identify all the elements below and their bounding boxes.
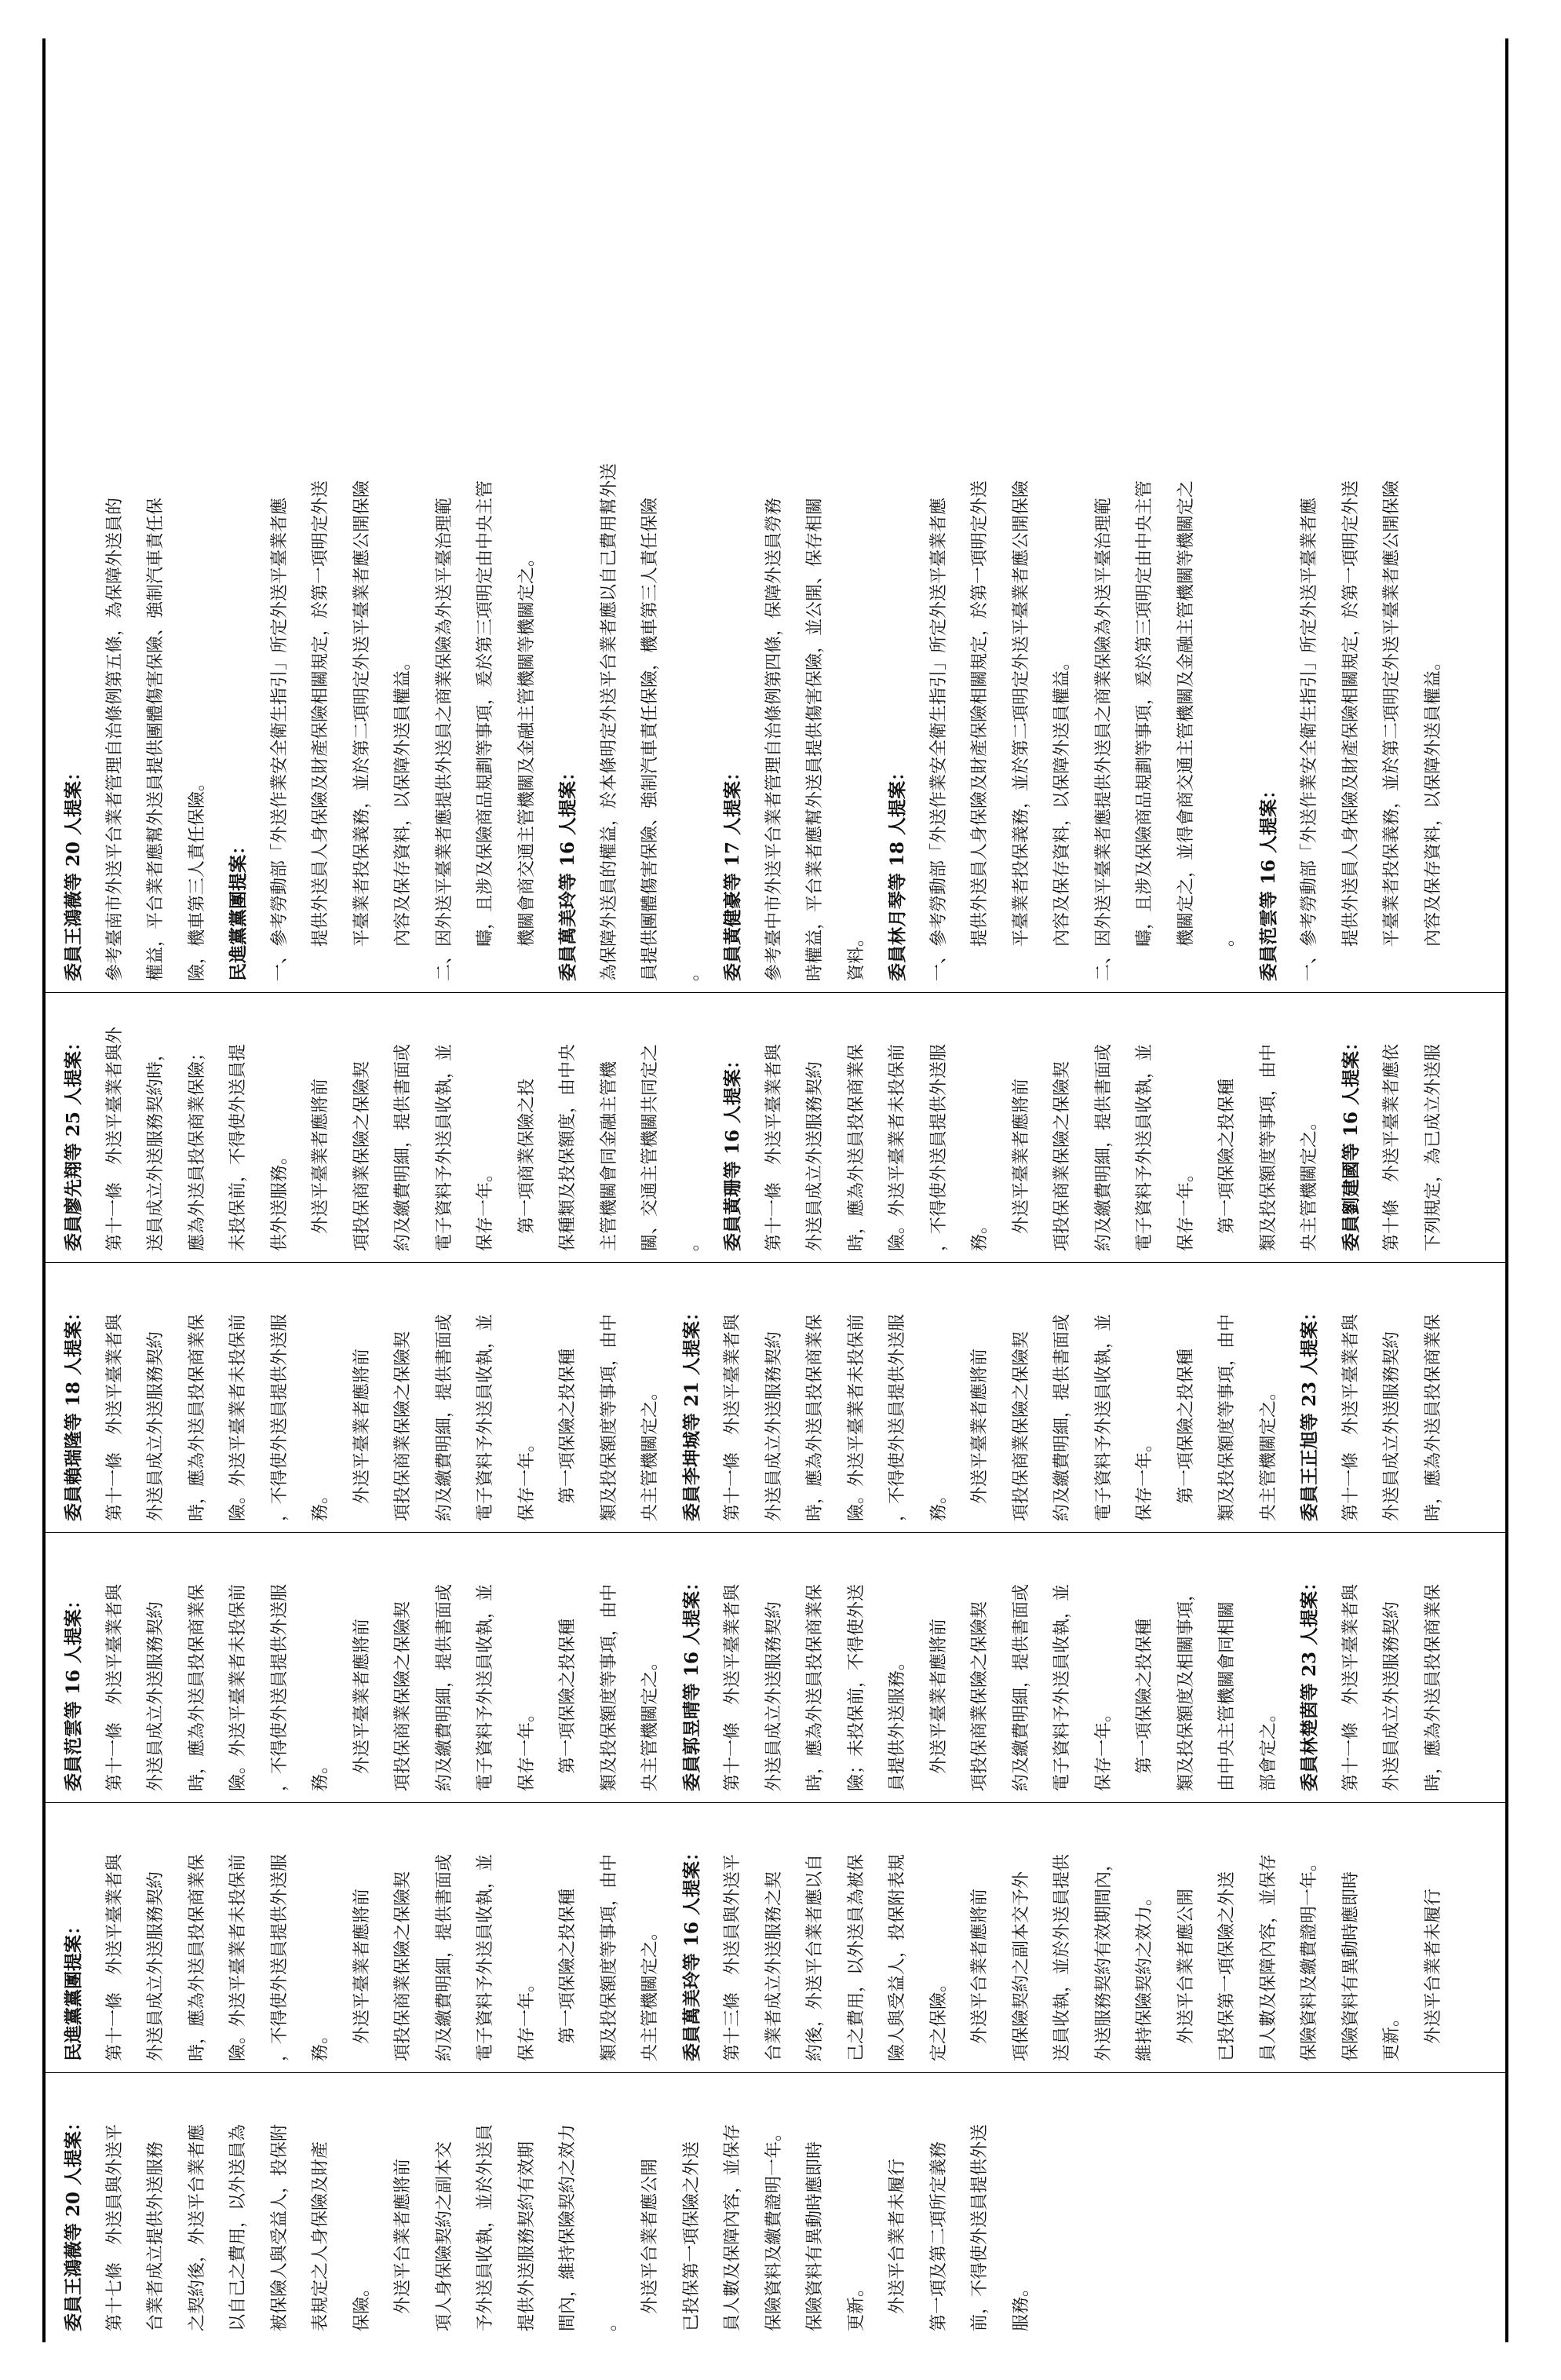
text-line: 約及繳費明細，提供書面或 [1011, 1583, 1031, 1791]
text-line: 參考臺南市外送平台業者管理自治條例第五條，為保障外送員的 [104, 497, 125, 981]
text-line: 項投保商業保險之保險契 [970, 1601, 990, 1791]
text-line: 更新。 [1382, 2009, 1402, 2061]
text-line: 外送服務契約有效期間內， [1093, 1853, 1114, 2061]
proposal-comparison-table [42, 38, 1508, 2342]
text-line: 務。 [970, 1216, 990, 1251]
text-line: 間內，維持保險契約之效力 [558, 2123, 578, 2331]
text-line: 保存一年。 [476, 1164, 495, 1251]
text-line: 。 [1217, 929, 1237, 981]
text-line: 。 [681, 963, 702, 981]
text-line: 外送員成立外送服務契約 [146, 1601, 166, 1791]
column-3 [46, 1532, 1505, 1802]
text-line: ，不得使外送員提供外送服 [269, 1583, 290, 1791]
text-line: 電子資料予外送員收執，並 [476, 1853, 495, 2061]
text-line: 時，應為外送員投保商業保 [187, 1583, 207, 1791]
text-line: 第十三條 外送員與外送平 [723, 1853, 742, 2061]
text-line: 內容及保存資料，以保障外送員權益。 [1423, 652, 1443, 981]
text-line: 保險資料及繳費證明一年。 [1300, 1853, 1319, 2061]
text-line: 第十一條 外送平臺業者與 [1340, 1313, 1361, 1521]
text-line: 委員賴瑞隆等 18 人提案： [63, 1302, 84, 1521]
text-line: 員人數及保障內容，並保存 [1258, 1853, 1278, 2061]
text-line: 時，應為外送員投保商業保 [805, 1313, 825, 1521]
text-line: 類及投保額度等事項，由中 [1217, 1313, 1237, 1521]
text-line: 外送平台業者未履行 [1423, 1888, 1443, 2061]
text-line: 外送員成立外送服務契約 [146, 1331, 166, 1521]
text-line: 電子資料予外送員收執，並 [1135, 1043, 1154, 1251]
text-line: 機關會商交通主管機關及金融主管機關等機關定之。 [516, 549, 537, 981]
text-line: 保存一年。 [516, 1704, 537, 1791]
text-line: 類及投保額度等事項，由中 [599, 1853, 619, 2061]
text-line: 己之費用，以外送員為被保 [846, 1853, 866, 2061]
text-line: 央主管機關定之。 [640, 1382, 660, 1521]
text-line: 。 [599, 2313, 619, 2331]
text-line: 險。外送平臺業者未投保前 [888, 1043, 907, 1251]
text-line: 前，不得使外送員提供外送 [970, 2123, 990, 2331]
text-line: 部會定之。 [1258, 1704, 1278, 1791]
text-line: 委員范雲等 16 人提案： [1257, 780, 1279, 981]
text-line: 時，應為外送員投保商業保 [187, 1313, 207, 1521]
text-line: 央主管機關定之。 [640, 1922, 660, 2061]
text-line: 提供外送員人身保險及財產保險相關規定，於第一項明定外送 [1340, 480, 1361, 981]
text-line: 表規定之人身保險及財產 [311, 2141, 330, 2331]
text-line: 更新。 [846, 2279, 866, 2331]
text-line: 未投保前，不得使外送員提 [228, 1043, 248, 1251]
text-line: 電子資料予外送員收執，並 [1052, 1583, 1072, 1791]
text-line: 約後，外送平台業者應以自 [805, 1853, 825, 2061]
text-line: 險人與受益人，投保附表規 [888, 1853, 907, 2061]
text-line: 類及投保額度等事項，由中 [599, 1313, 619, 1521]
text-line: 第一項保險之投保種 [1176, 1348, 1196, 1521]
text-line: 疇，且涉及保險商品規劃等事項，爰於第三項明定由中央主管 [476, 480, 495, 981]
text-line: 委員廖先翔等 25 人提案： [63, 1032, 84, 1251]
text-line: 外送平台業者應將前 [970, 1888, 990, 2061]
text-line: 外送員成立外送服務契約 [1382, 1601, 1402, 1791]
text-line: 二、因外送平臺業者應提供外送員之商業保險為外送平臺治理範 [434, 497, 454, 981]
text-line: 予外送員收執，並於外送員 [476, 2123, 495, 2331]
text-line: 第十一條 外送平臺業者與外 [104, 1026, 125, 1251]
text-line: 一、參考勞動部「外送作業安全衛生指引」所定外送平臺業者應 [1300, 497, 1319, 981]
text-line: 央主管機關定之。 [640, 1652, 660, 1791]
text-line: 委員范雲等 16 人提案： [63, 1590, 84, 1791]
text-line: 外送平台業者應公開 [1176, 1888, 1196, 2061]
text-line: 保險資料及繳費證明一年。 [764, 2123, 784, 2331]
text-line: 平臺業者投保義務，並於第二項明定外送平臺業者應公開保險 [1382, 480, 1402, 981]
text-line: 時，應為外送員投保商業保 [1423, 1583, 1443, 1791]
text-line: ，不得使外送員提供外送服 [928, 1043, 949, 1251]
text-line: 項投保商業保險之保險契 [393, 1331, 413, 1521]
text-line: 委員萬美玲等 16 人提案： [680, 1842, 702, 2061]
text-line: 約及繳費明細，提供書面或 [1052, 1313, 1072, 1521]
text-line: 服務。 [1011, 2279, 1031, 2331]
text-line: 委員林月琴等 18 人提案： [887, 762, 908, 981]
text-line: 第十一條 外送平臺業者與 [723, 1313, 742, 1521]
text-line: 類及投保額度等事項，由中 [1258, 1043, 1278, 1251]
text-line: 供外送服務。 [269, 1147, 290, 1251]
text-line: 主管機關會同金融主管機 [599, 1060, 619, 1251]
text-line: 第十一條 外送平臺業者與 [104, 1583, 125, 1791]
text-line: ，不得使外送員提供外送服 [269, 1313, 290, 1521]
column-4 [46, 1262, 1505, 1532]
text-line: 項投保商業保險之保險契 [352, 1060, 372, 1251]
text-line: 外送員成立外送服務契約 [146, 1871, 166, 2061]
text-line: 第一項保險之投保種 [558, 1618, 578, 1791]
text-line: 委員王鴻薇等 20 人提案： [63, 2112, 84, 2331]
text-line: 第一項保險之投保種 [1217, 1078, 1237, 1251]
column-1 [46, 2072, 1505, 2342]
text-line: 險，機車第三人責任保險。 [187, 773, 207, 981]
text-line: 項投保商業保險之保險契 [1052, 1060, 1072, 1251]
text-line: 電子資料予外送員收執，並 [476, 1583, 495, 1791]
text-line: 類及投保額度及相關事項， [1176, 1583, 1196, 1791]
text-line: 為保障外送員的權益，於本條明定外送平台業者應以自己費用幫外送 [599, 462, 619, 981]
text-line: 委員郭昱晴等 16 人提案： [680, 1572, 702, 1791]
text-line: 提供外送服務契約有效期 [516, 2141, 537, 2331]
text-line: 之契約後，外送平台業者應 [187, 2123, 207, 2331]
text-line: 委員王正旭等 23 人提案： [1299, 1302, 1320, 1521]
column-5 [46, 992, 1505, 1262]
text-line: 約及繳費明細，提供書面或 [434, 1853, 454, 2061]
text-line: 內容及保存資料，以保障外送員權益。 [1052, 652, 1072, 981]
text-line: 委員黃珊等 16 人提案： [722, 1050, 743, 1251]
text-line: 保險資料有異動時應即時 [805, 2141, 825, 2331]
text-line: 第十七條 外送員與外送平 [104, 2123, 125, 2331]
text-line: 類及投保額度等事項，由中 [599, 1583, 619, 1791]
column-2 [46, 1802, 1505, 2072]
text-line: 外送平臺業者應將前 [311, 1078, 330, 1251]
text-line: 險。外送平臺業者未投保前 [228, 1853, 248, 2061]
text-line: 時，應為外送員投保商業保 [187, 1853, 207, 2061]
text-line: 外送平臺業者應將前 [928, 1618, 949, 1791]
text-line: 時，應為外送員投保商業保 [805, 1583, 825, 1791]
text-line: 已投保第一項保險之外送 [681, 2141, 702, 2331]
text-line: 第一項商業保險之投 [516, 1078, 537, 1251]
text-line: 保險資料有異動時應即時 [1340, 1871, 1361, 2061]
text-line: 委員王鴻薇等 20 人提案： [63, 762, 84, 981]
text-line: 保存一年。 [1093, 1704, 1114, 1791]
text-line: 送員成立外送服務契約時， [146, 1043, 166, 1251]
text-line: 電子資料予外送員收執，並 [476, 1313, 495, 1521]
text-line: 民進黨黨團提案： [228, 837, 249, 981]
text-line: 已投保第一項保險之外送 [1217, 1871, 1237, 2061]
text-line: 外送平臺業者應將前 [1011, 1078, 1031, 1251]
text-line: 央主管機關定之。 [1258, 1382, 1278, 1521]
text-line: 外送員成立外送服務契約 [1382, 1331, 1402, 1521]
text-line: 外送員成立外送服務契約 [764, 1331, 784, 1521]
text-line: 第十條 外送平臺業者應依 [1382, 1043, 1402, 1251]
text-line: 約及繳費明細，提供書面或 [393, 1043, 413, 1251]
text-line: 第十一條 外送平臺業者與 [723, 1583, 742, 1791]
text-line: 提供外送員人身保險及財產保險相關規定，於第一項明定外送 [311, 480, 330, 981]
text-line: 第十一條 外送平臺業者與 [104, 1853, 125, 2061]
text-line: 項投保商業保險之保險契 [393, 1601, 413, 1791]
text-line: 資料。 [846, 929, 866, 981]
text-line: 外送平臺業者應將前 [352, 1348, 372, 1521]
text-line: 務。 [311, 2026, 330, 2061]
text-line: 約及繳費明細，提供書面或 [1093, 1043, 1114, 1251]
text-line: 約及繳費明細，提供書面或 [434, 1583, 454, 1791]
text-line: 險。外送平臺業者未投保前 [228, 1583, 248, 1791]
text-line: 外送平臺業者應將前 [970, 1348, 990, 1521]
text-line: 疇，且涉及保險商品規劃等事項，爰於第三項明定由中央主管 [1135, 480, 1154, 981]
text-line: 一、參考勞動部「外送作業安全衛生指引」所定外送平臺業者應 [928, 497, 949, 981]
text-line: 保險。 [352, 2279, 372, 2331]
text-line: 時，應為外送員投保商業保 [1423, 1313, 1443, 1521]
text-line: 保存一年。 [516, 1974, 537, 2061]
text-line: 時權益，平台業者應幫外送員提供傷害保險，並公開、保存相關 [805, 497, 825, 981]
text-line: 委員林楚茵等 23 人提案： [1299, 1572, 1320, 1791]
column-6-explanation [46, 38, 1505, 992]
text-line: 保存一年。 [516, 1434, 537, 1521]
text-line: 由中央主管機關會同相關 [1217, 1601, 1237, 1791]
text-line: ，不得使外送員提供外送服 [888, 1313, 907, 1521]
text-line: 委員李坤城等 21 人提案： [680, 1302, 702, 1521]
text-line: 提供外送員人身保險及財產保險相關規定，於第一項明定外送 [970, 480, 990, 981]
text-line: 保存一年。 [1135, 1434, 1154, 1521]
text-line: 應為外送員投保商業保險； [187, 1043, 207, 1251]
text-line: 下列規定，為已成立外送服 [1423, 1043, 1443, 1251]
text-line: 項投保商業保險之保險契 [393, 1871, 413, 2061]
text-line: 。 [681, 1233, 702, 1251]
text-line: 險。外送平臺業者未投保前 [228, 1313, 248, 1521]
text-line: 項保險契約之副本交予外 [1011, 1871, 1031, 2061]
text-line: 電子資料予外送員收執，並 [434, 1043, 454, 1251]
text-line: 務。 [928, 1486, 949, 1521]
text-line: 外送平台業者應將前 [393, 2158, 413, 2331]
text-line: 外送平臺業者應將前 [352, 1618, 372, 1791]
text-line: 第一項保險之投保種 [558, 1348, 578, 1521]
text-line: 機關定之，並得會商交通主管機關及金融主管機關等機關定之 [1176, 480, 1196, 981]
text-line: 第一項及第二項所定義務 [928, 2141, 949, 2331]
text-line: 權益，平台業者應幫外送員提供團體傷害保險、強制汽車責任保 [146, 497, 166, 981]
text-line: 保種類及投保額度，由中央 [558, 1043, 578, 1251]
text-line: 平臺業者投保義務，並於第二項明定外送平臺業者應公開保險 [1011, 480, 1031, 981]
text-line: 內容及保存資料，以保障外送員權益。 [393, 652, 413, 981]
text-line: 電子資料予外送員收執，並 [1093, 1313, 1114, 1521]
text-line: 二、因外送平臺業者應提供外送員之商業保險為外送平臺治理範 [1093, 497, 1114, 981]
text-line: 台業者成立外送服務之契 [764, 1871, 784, 2061]
text-line: 平臺業者投保義務，並於第二項明定外送平臺業者應公開保險 [352, 480, 372, 981]
text-line: 保存一年。 [1176, 1164, 1196, 1251]
text-line: 員人數及保障內容，並保存 [723, 2123, 742, 2331]
text-line: 委員萬美玲等 16 人提案： [557, 762, 578, 981]
text-line: 外送平台業者未履行 [888, 2158, 907, 2331]
text-line: 務。 [311, 1486, 330, 1521]
text-line: ，不得使外送員提供外送服 [269, 1853, 290, 2061]
text-line: 務。 [311, 1756, 330, 1791]
text-line: 關、交通主管機關共同定之 [640, 1043, 660, 1251]
text-line: 定之保險。 [928, 1974, 949, 2061]
text-line: 民進黨黨團提案： [63, 1917, 84, 2061]
text-line: 員提供團體傷害保險、強制汽車責任保險，機車第三人責任保險 [640, 497, 660, 981]
text-line: 一、參考勞動部「外送作業安全衛生指引」所定外送平臺業者應 [269, 497, 290, 981]
text-line: 外送平台業者應公開 [640, 2158, 660, 2331]
text-line: 外送員成立外送服務契約 [764, 1601, 784, 1791]
text-line: 第一項保險之投保種 [558, 1888, 578, 2061]
text-line: 外送平臺業者應將前 [352, 1888, 372, 2061]
text-line: 第十一條 外送平臺業者與 [764, 1043, 784, 1251]
text-line: 險。外送平臺業者未投保前 [846, 1313, 866, 1521]
text-line: 送員收執，並於外送員提供 [1052, 1853, 1072, 2061]
text-line: 維持保險契約之效力。 [1135, 1888, 1154, 2061]
text-line: 第十一條 外送平臺業者與 [1340, 1583, 1361, 1791]
text-line: 參考臺中市外送平台業者管理自治條例第四條，保障外送員勞務 [764, 497, 784, 981]
text-line: 外送員成立外送服務契約 [805, 1060, 825, 1251]
text-line: 委員黃健豪等 17 人提案： [722, 762, 743, 981]
text-line: 項投保商業保險之保險契 [1011, 1331, 1031, 1521]
text-line: 員提供外送服務。 [888, 1652, 907, 1791]
text-line: 被保險人與受益人，投保附 [269, 2123, 290, 2331]
text-line: 台業者成立提供外送服務 [146, 2141, 166, 2331]
text-line: 第一項保險之投保種 [1135, 1618, 1154, 1791]
text-line: 項人身保險契約之副本交 [434, 2141, 454, 2331]
text-line: 險；未投保前，不得使外送 [846, 1583, 866, 1791]
text-line: 時，應為外送員投保商業保 [846, 1043, 866, 1251]
text-line: 第十一條 外送平臺業者與 [104, 1313, 125, 1521]
text-line: 央主管機關定之。 [1300, 1112, 1319, 1251]
text-line: 以自己之費用，以外送員為 [228, 2123, 248, 2331]
text-line: 委員劉建國等 16 人提案： [1340, 1032, 1362, 1251]
text-line: 約及繳費明細，提供書面或 [434, 1313, 454, 1521]
